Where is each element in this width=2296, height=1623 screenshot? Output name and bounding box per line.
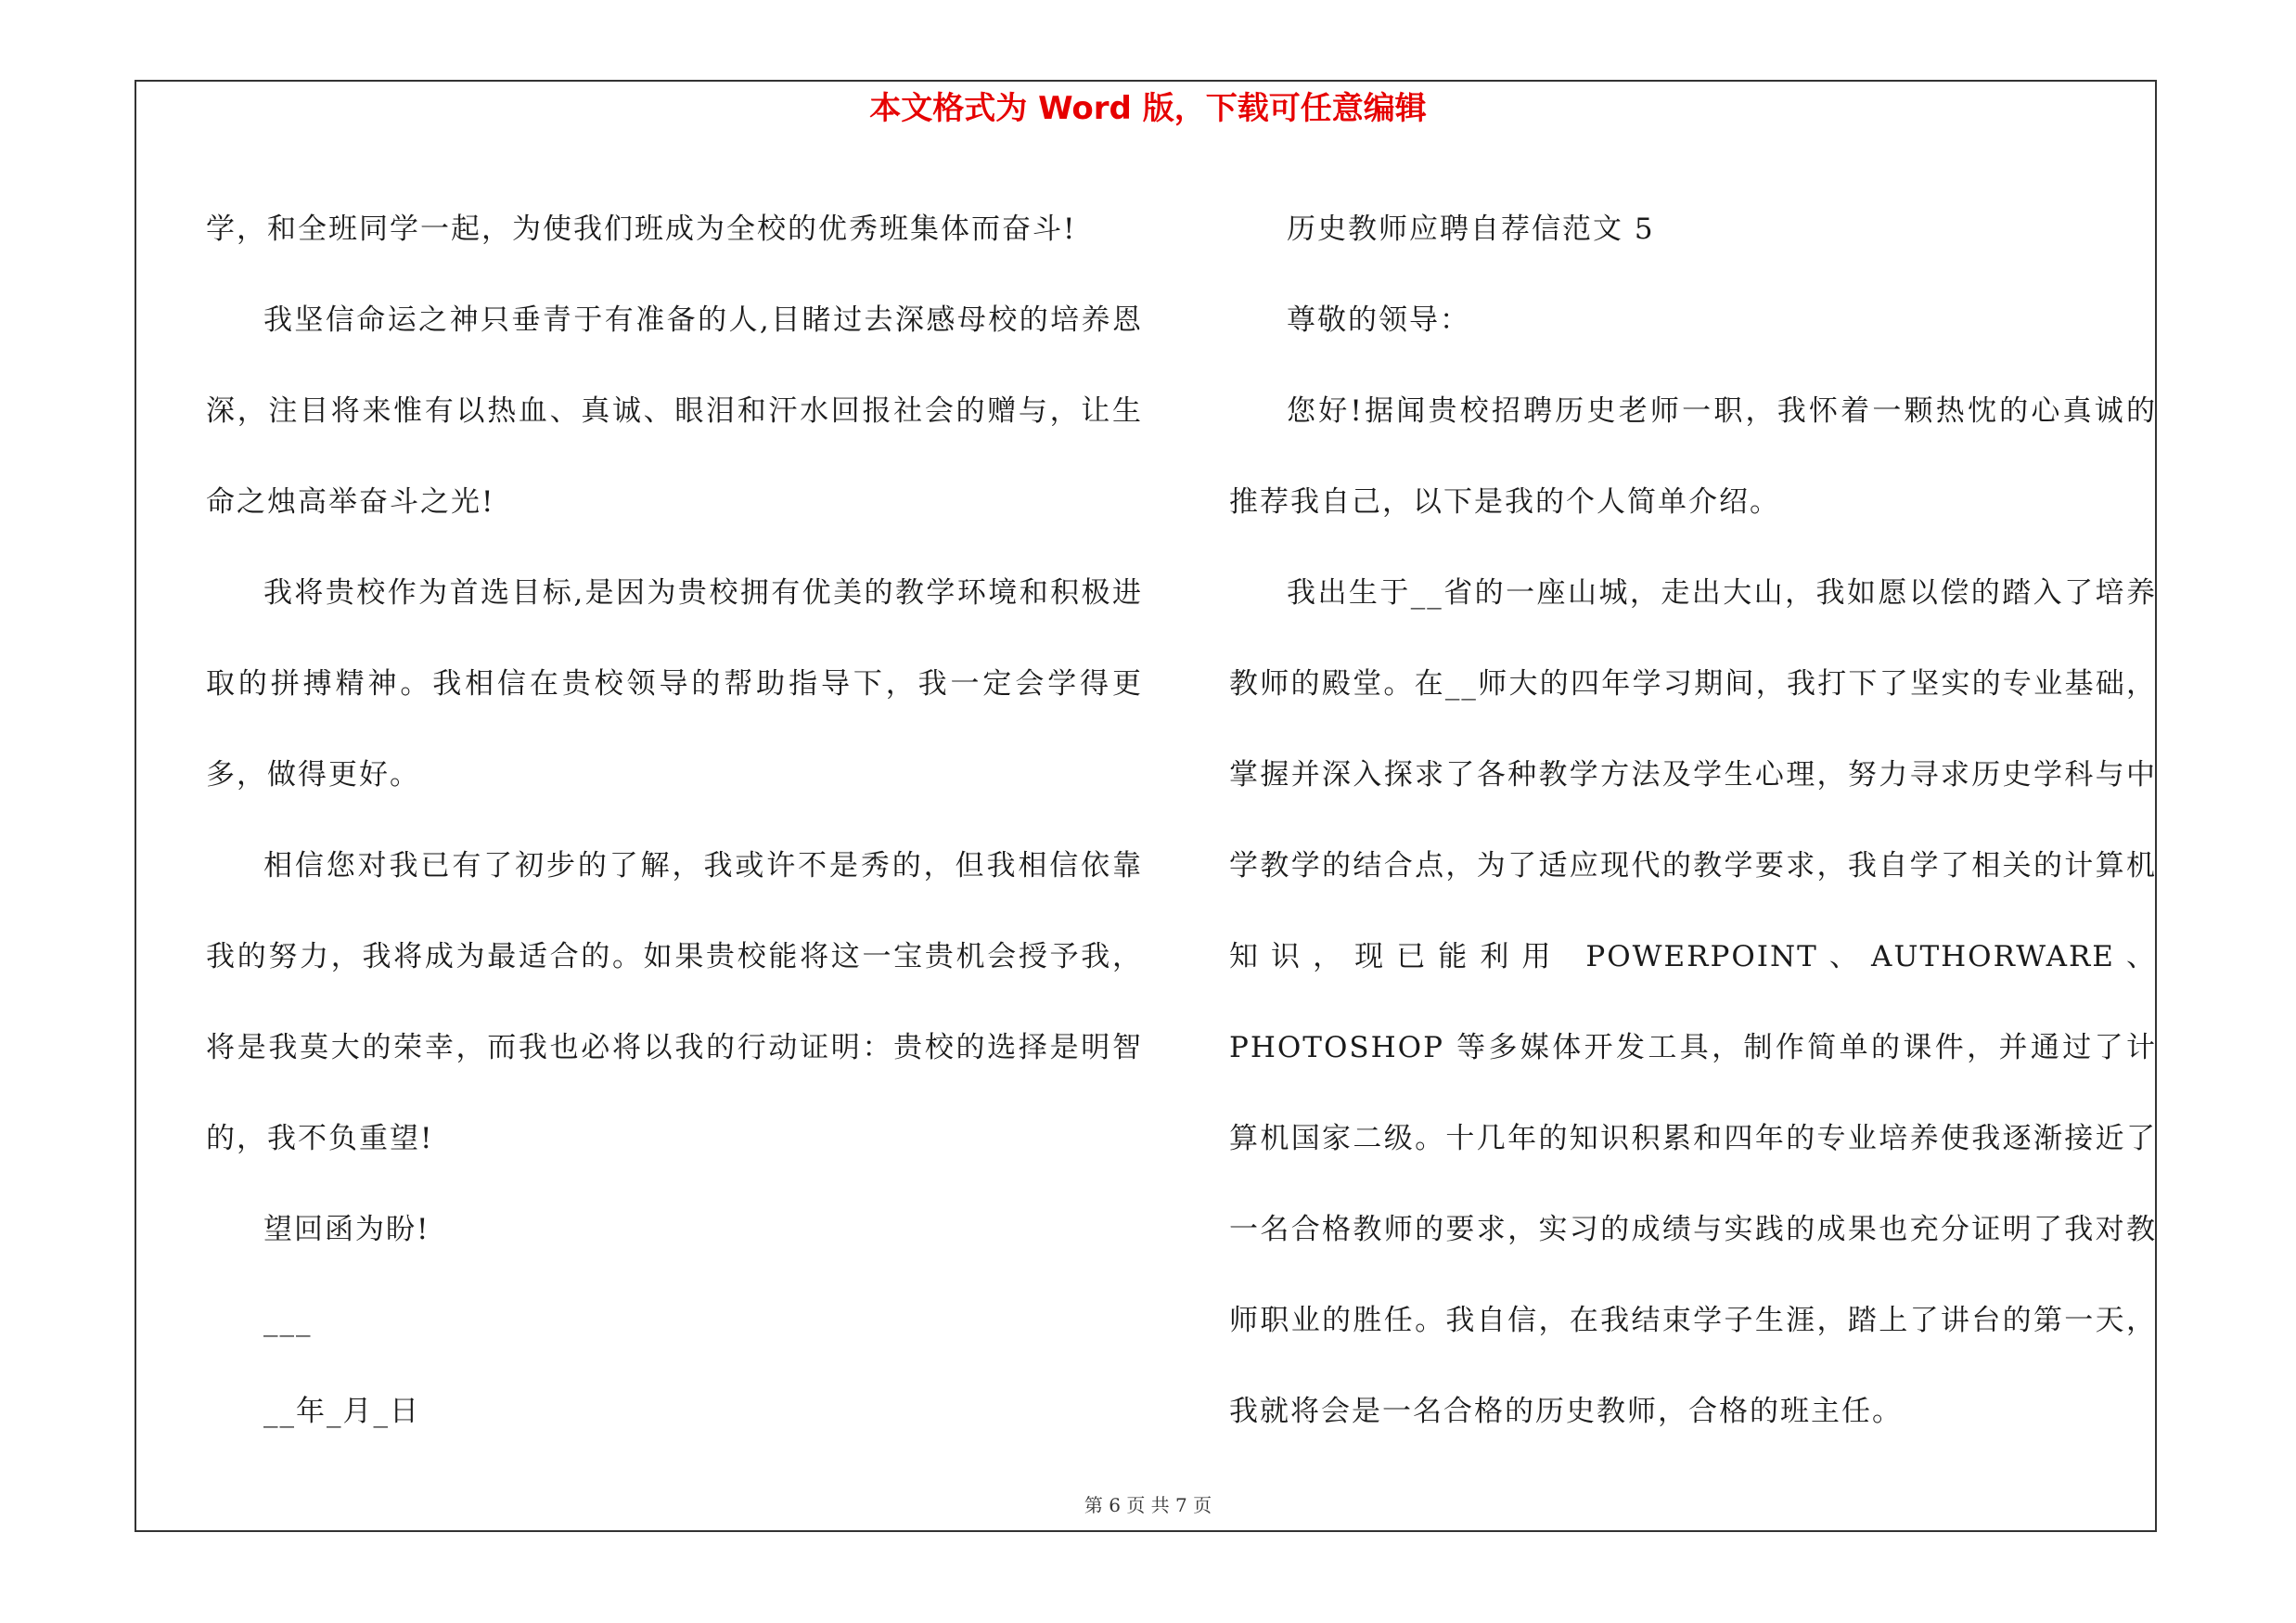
right-column bbox=[1229, 184, 2157, 1457]
paragraph: 您好!据闻贵校招聘历史老师一职，我怀着一颗热忱的心真诚的推荐我自己，以下是我的个人简单介绍。 bbox=[1229, 394, 2157, 519]
paragraph: 我出生于__省的一座山城，走出大山，我如愿以偿的踏入了培养教师的殿堂。在__师大的四年学习期间，我打下了坚实的专业基础，掌握并深入探求了各种教学方法及学生心理，努力寻求历史学科与中学教学的结合点，为了适应现代的教学要求，我自学了相关的计算机知识，现已能利用 POWERPOINT、AUTHORWARE、PHOTOSHOP 等多媒体开发工具，制作简单的课件，并通过了计算机国家二级。十几年的知识积累和四年的专业培养使我逐渐接近了一名合格教师的要求，实习的成绩与实践的成果也充分证明了我对教师职业的胜任。我自信，在我结束学子生涯，踏上了讲台的第一天，我就将会是一名合格的历史教师，合格的班主任。 bbox=[1229, 576, 2157, 1428]
page-number-footer: 第 6 页 共 7 页 bbox=[1084, 1494, 1212, 1516]
paragraph: 历史教师应聘自荐信范文 5 bbox=[1287, 213, 1655, 246]
paragraph: 尊敬的领导： bbox=[1287, 303, 1470, 337]
paragraph: 望回函为盼! bbox=[263, 1213, 430, 1246]
paragraph: 我坚信命运之神只垂青于有准备的人,目睹过去深感母校的培养恩深，注目将来惟有以热血、真诚、眼泪和汗水回报社会的赠与，让生命之烛高举奋斗之光! bbox=[206, 303, 1143, 519]
format-notice-banner: 本文格式为 Word 版，下载可任意编辑 bbox=[869, 90, 1427, 127]
paragraph: 我将贵校作为首选目标,是因为贵校拥有优美的教学环境和积极进取的拼搏精神。我相信在贵校领导的帮助指导下，我一定会学得更多，做得更好。 bbox=[206, 576, 1143, 792]
left-column bbox=[206, 184, 1143, 1457]
paragraph: 学，和全班同学一起，为使我们班成为全校的优秀班集体而奋斗! bbox=[206, 213, 1077, 246]
paragraph: __年_月_日 bbox=[263, 1395, 420, 1428]
paragraph: 相信您对我已有了初步的了解，我或许不是秀的，但我相信依靠我的努力，我将成为最适合的。如果贵校能将这一宝贵机会授予我，将是我莫大的荣幸，而我也必将以我的行动证明：贵校的选择是明智的，我不负重望! bbox=[206, 849, 1143, 1155]
paragraph: ___ bbox=[263, 1304, 313, 1337]
